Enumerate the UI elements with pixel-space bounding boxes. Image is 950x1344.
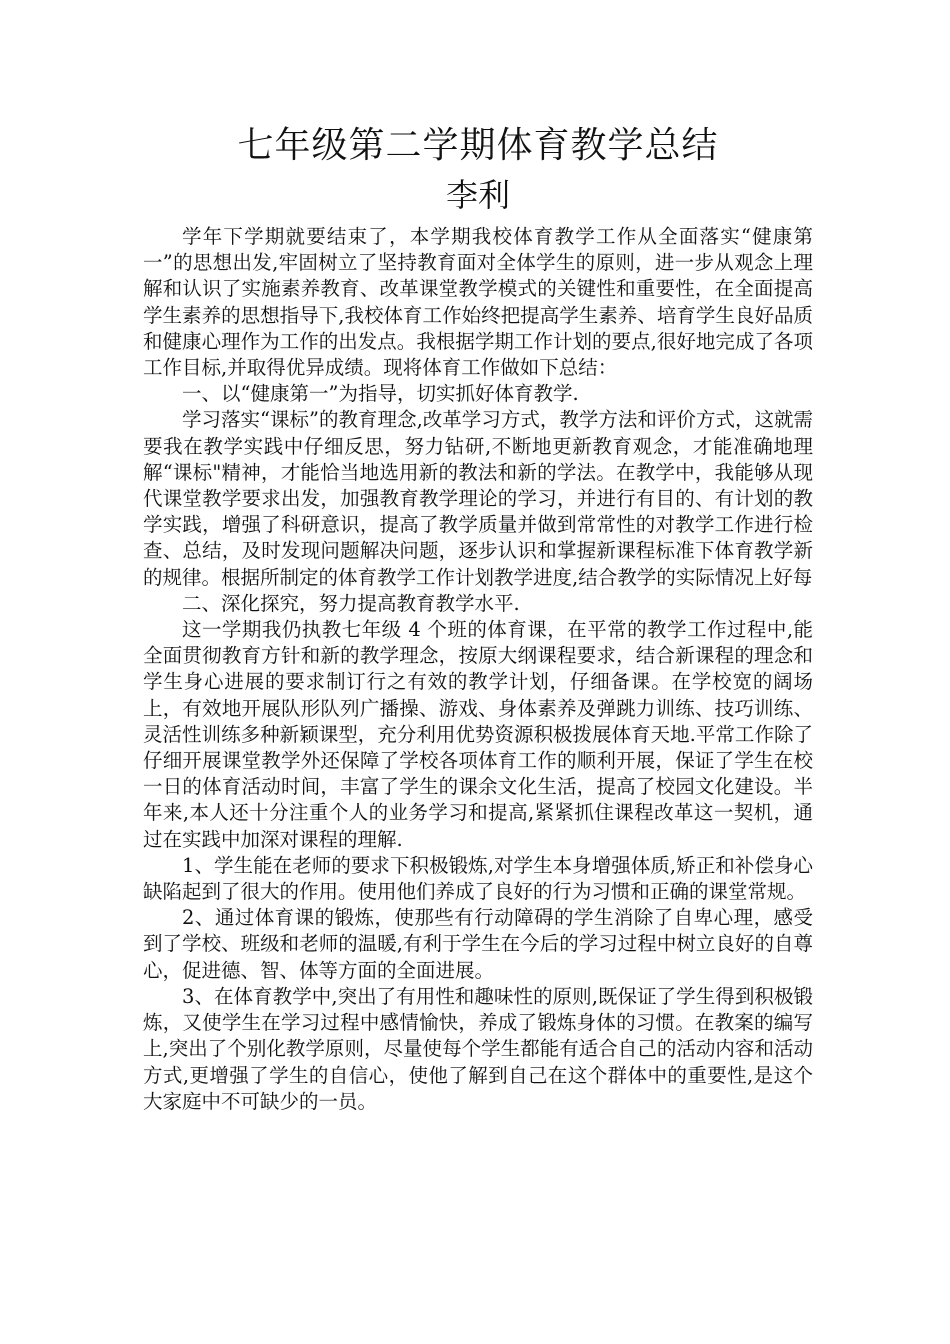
document-author: 李利 [445,176,510,214]
list-item-1: 1、学生能在老师的要求下积极锻炼,对学生本身增强体质,矫正和补偿身心缺陷起到了很大的作用。使用他们养成了良好的行为习惯和正确的课堂常规。 [143,853,813,904]
document-title: 七年级第二学期体育教学总结 [237,125,719,166]
document-page [143,120,813,1115]
paragraph-section-2: 这一学期我仍执教七年级 4 个班的体育课，在平常的教学工作过程中,能全面贯彻教育方针和新的教学理念，按原大纲课程要求，结合新课程的理念和学生身心进展的要求制订行之有效的教学计划，仔细备课。在学校宽的阔场上，有效地开展队形队列广播操、游戏、身体素养及弹跳力训练、技巧训练、灵活性训练多种新颖课型，充分利用优势资源积极拨展体育天地.平常工作除了仔细开展课堂教学外还保障了学校各项体育工作的顺利开展，保证了学生在校一日的体育活动时间，丰富了学生的课余文化生活，提高了校园文化建设。半年来,本人还十分注重个人的业务学习和提高,紧紧抓住课程改革这一契机，通过在实践中加深对课程的理解. [143,618,813,851]
list-item-3: 3、在体育教学中,突出了有用性和趣味性的原则,既保证了学生得到积极锻炼，又使学生在学习过程中感情愉快，养成了锻炼身体的习惯。在教案的编写上,突出了个别化教学原则，尽量使每个学生都能有适合自己的活动内容和活动方式,更增强了学生的自信心，使他了解到自己在这个群体中的重要性,是这个大家庭中不可缺少的一员。 [143,984,813,1113]
section-heading-2: 二、深化探究，努力提高教育教学水平. [182,591,520,615]
paragraph-section-1: 学习落实“课标”的教育理念,改革学习方式，教学方法和评价方式，这就需要我在教学实践中仔细反思，努力钻研,不断地更新教育观念，才能准确地理解“课标"精神，才能恰当地选用新的教法和新的学法。在教学中，我能够从现代课堂教学要求出发，加强教育教学理论的学习，并进行有目的、有计划的教学实践，增强了科研意识，提高了教学质量并做到常常性的对教学工作进行检查、总结，及时发现问题解决问题，逐步认识和掌握新课程标准下体育教学新的规律。根据所制定的体育教学工作计划教学进度,结合教学的实际情况上好每 [143,408,813,589]
document-body [143,224,813,1115]
paragraph-intro: 学年下学期就要结束了，本学期我校体育教学工作从全面落实“健康第一”的思想出发,牢固树立了坚持教育面对全体学生的原则，进一步从观念上理解和认识了实施素养教育、改革课堂教学模式的关键性和重要性，在全面提高学生素养的思想指导下,我校体育工作始终把提高学生素养、培育学生良好品质和健康心理作为工作的出发点。我根据学期工作计划的要点,很好地完成了各项工作目标,并取得优异成绩。现将体育工作做如下总结： [143,225,813,380]
section-heading-1: 一、以“健康第一”为指导，切实抓好体育教学. [182,382,579,406]
list-item-2: 2、通过体育课的锻炼，使那些有行动障碍的学生消除了自卑心理，感受到了学校、班级和老师的温暖,有利于学生在今后的学习过程中树立良好的自尊心，促进德、智、体等方面的全面进展。 [143,906,813,982]
